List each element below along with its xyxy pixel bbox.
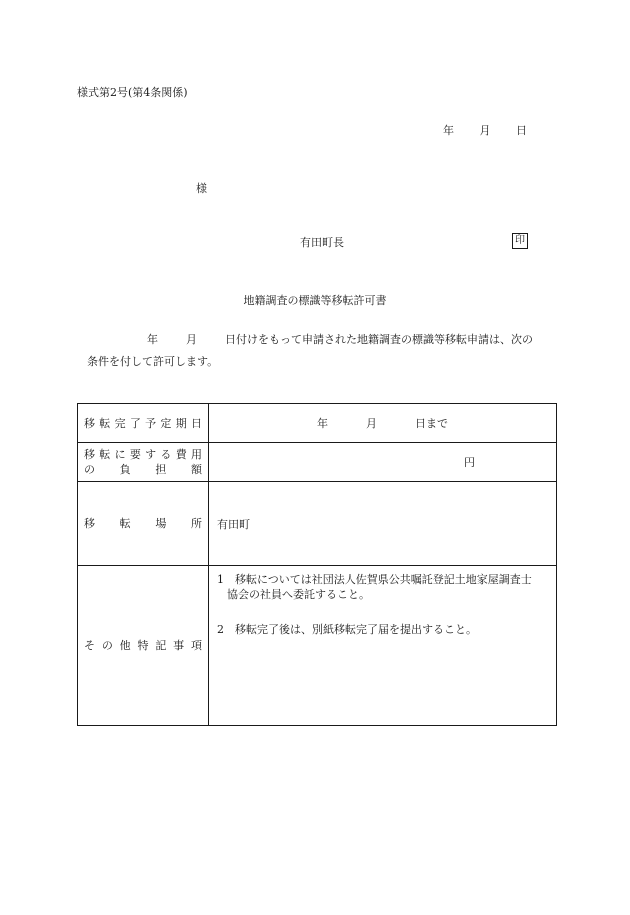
label-char: 記 (155, 639, 167, 652)
form-number: 様式第2号(第4条関係) (77, 86, 188, 99)
label-relocation-place (78, 482, 209, 566)
label-char: 費 (175, 448, 187, 461)
label-char: 期 (175, 416, 187, 430)
completion-until-label: 日まで (415, 417, 448, 430)
label-char: の (84, 463, 95, 476)
label-char: す (145, 448, 157, 461)
body-month-label: 月 (186, 333, 197, 346)
issue-date-line (443, 122, 527, 138)
value-completion-date (209, 404, 557, 443)
label-char: 他 (119, 639, 131, 652)
note-text-continued: 協会の社員へ委託すること。 (227, 588, 370, 601)
label-char: 移 (84, 517, 95, 530)
label-char: 額 (190, 463, 202, 476)
yen-unit-label: 円 (464, 456, 475, 469)
table-row (78, 443, 557, 482)
conditions-table (77, 403, 557, 726)
date-day-label: 日 (516, 124, 527, 137)
table-row (78, 404, 557, 443)
label-special-notes (78, 566, 209, 726)
label-char: 転 (99, 448, 111, 461)
label-char: 転 (99, 416, 111, 430)
table-row (78, 482, 557, 566)
label-char: る (160, 448, 172, 461)
label-char: 事 (173, 639, 185, 652)
label-line (84, 638, 202, 653)
value-special-notes (209, 566, 557, 726)
label-char: 特 (137, 639, 149, 652)
label-char: 定 (160, 416, 172, 430)
value-cost-amount (209, 443, 557, 482)
label-char: 転 (119, 517, 131, 530)
document-title: 地籍調査の標識等移転許可書 (243, 294, 387, 307)
label-char: 用 (190, 448, 202, 461)
label-cost-burden (78, 443, 209, 482)
label-line (84, 462, 202, 477)
body-paragraph (77, 329, 557, 373)
table-row (78, 566, 557, 726)
note-item (217, 622, 548, 637)
label-char: 要 (129, 448, 141, 461)
note-text: 移転完了後は、別紙移転完了届を提出すること。 (235, 623, 477, 636)
label-char: そ (84, 639, 95, 652)
label-char: 日 (190, 416, 202, 430)
note-number: 2 (217, 623, 224, 636)
body-line-1 (77, 329, 557, 351)
label-completion-date (78, 404, 209, 443)
label-char: 負 (119, 463, 131, 476)
completion-year-label: 年 (317, 417, 328, 430)
label-char: に (114, 448, 126, 461)
note-item (217, 572, 548, 602)
issuer-name: 有田町長 (300, 236, 344, 249)
note-text: 移転については社団法人佐賀県公共嘱託登記土地家屋調査士 (235, 573, 532, 586)
label-line (84, 447, 202, 462)
note-number: 1 (217, 573, 224, 586)
label-char: 完 (114, 416, 126, 430)
label-char: 移 (84, 416, 95, 430)
body-line-2: 条件を付して許可します。 (87, 355, 219, 368)
label-char: 移 (84, 448, 95, 461)
label-char: 所 (190, 517, 202, 530)
completion-month-label: 月 (366, 417, 377, 430)
label-line (84, 516, 202, 531)
label-line (84, 416, 202, 431)
seal-mark: 印 (512, 233, 528, 249)
label-char: 予 (145, 416, 157, 430)
body-year-label: 年 (147, 333, 158, 346)
label-char: 担 (155, 463, 167, 476)
label-char: 項 (190, 639, 202, 652)
date-month-label: 月 (479, 124, 491, 137)
label-char: 了 (129, 416, 141, 430)
value-relocation-place: 有田町 (209, 482, 557, 566)
date-year-label: 年 (443, 124, 454, 137)
body-line-1-text: 日付けをもって申請された地籍調査の標識等移転申請は、次の (225, 333, 533, 346)
label-char: 場 (155, 517, 167, 530)
addressee-honorific: 様 (196, 182, 207, 195)
label-char: の (101, 639, 113, 652)
